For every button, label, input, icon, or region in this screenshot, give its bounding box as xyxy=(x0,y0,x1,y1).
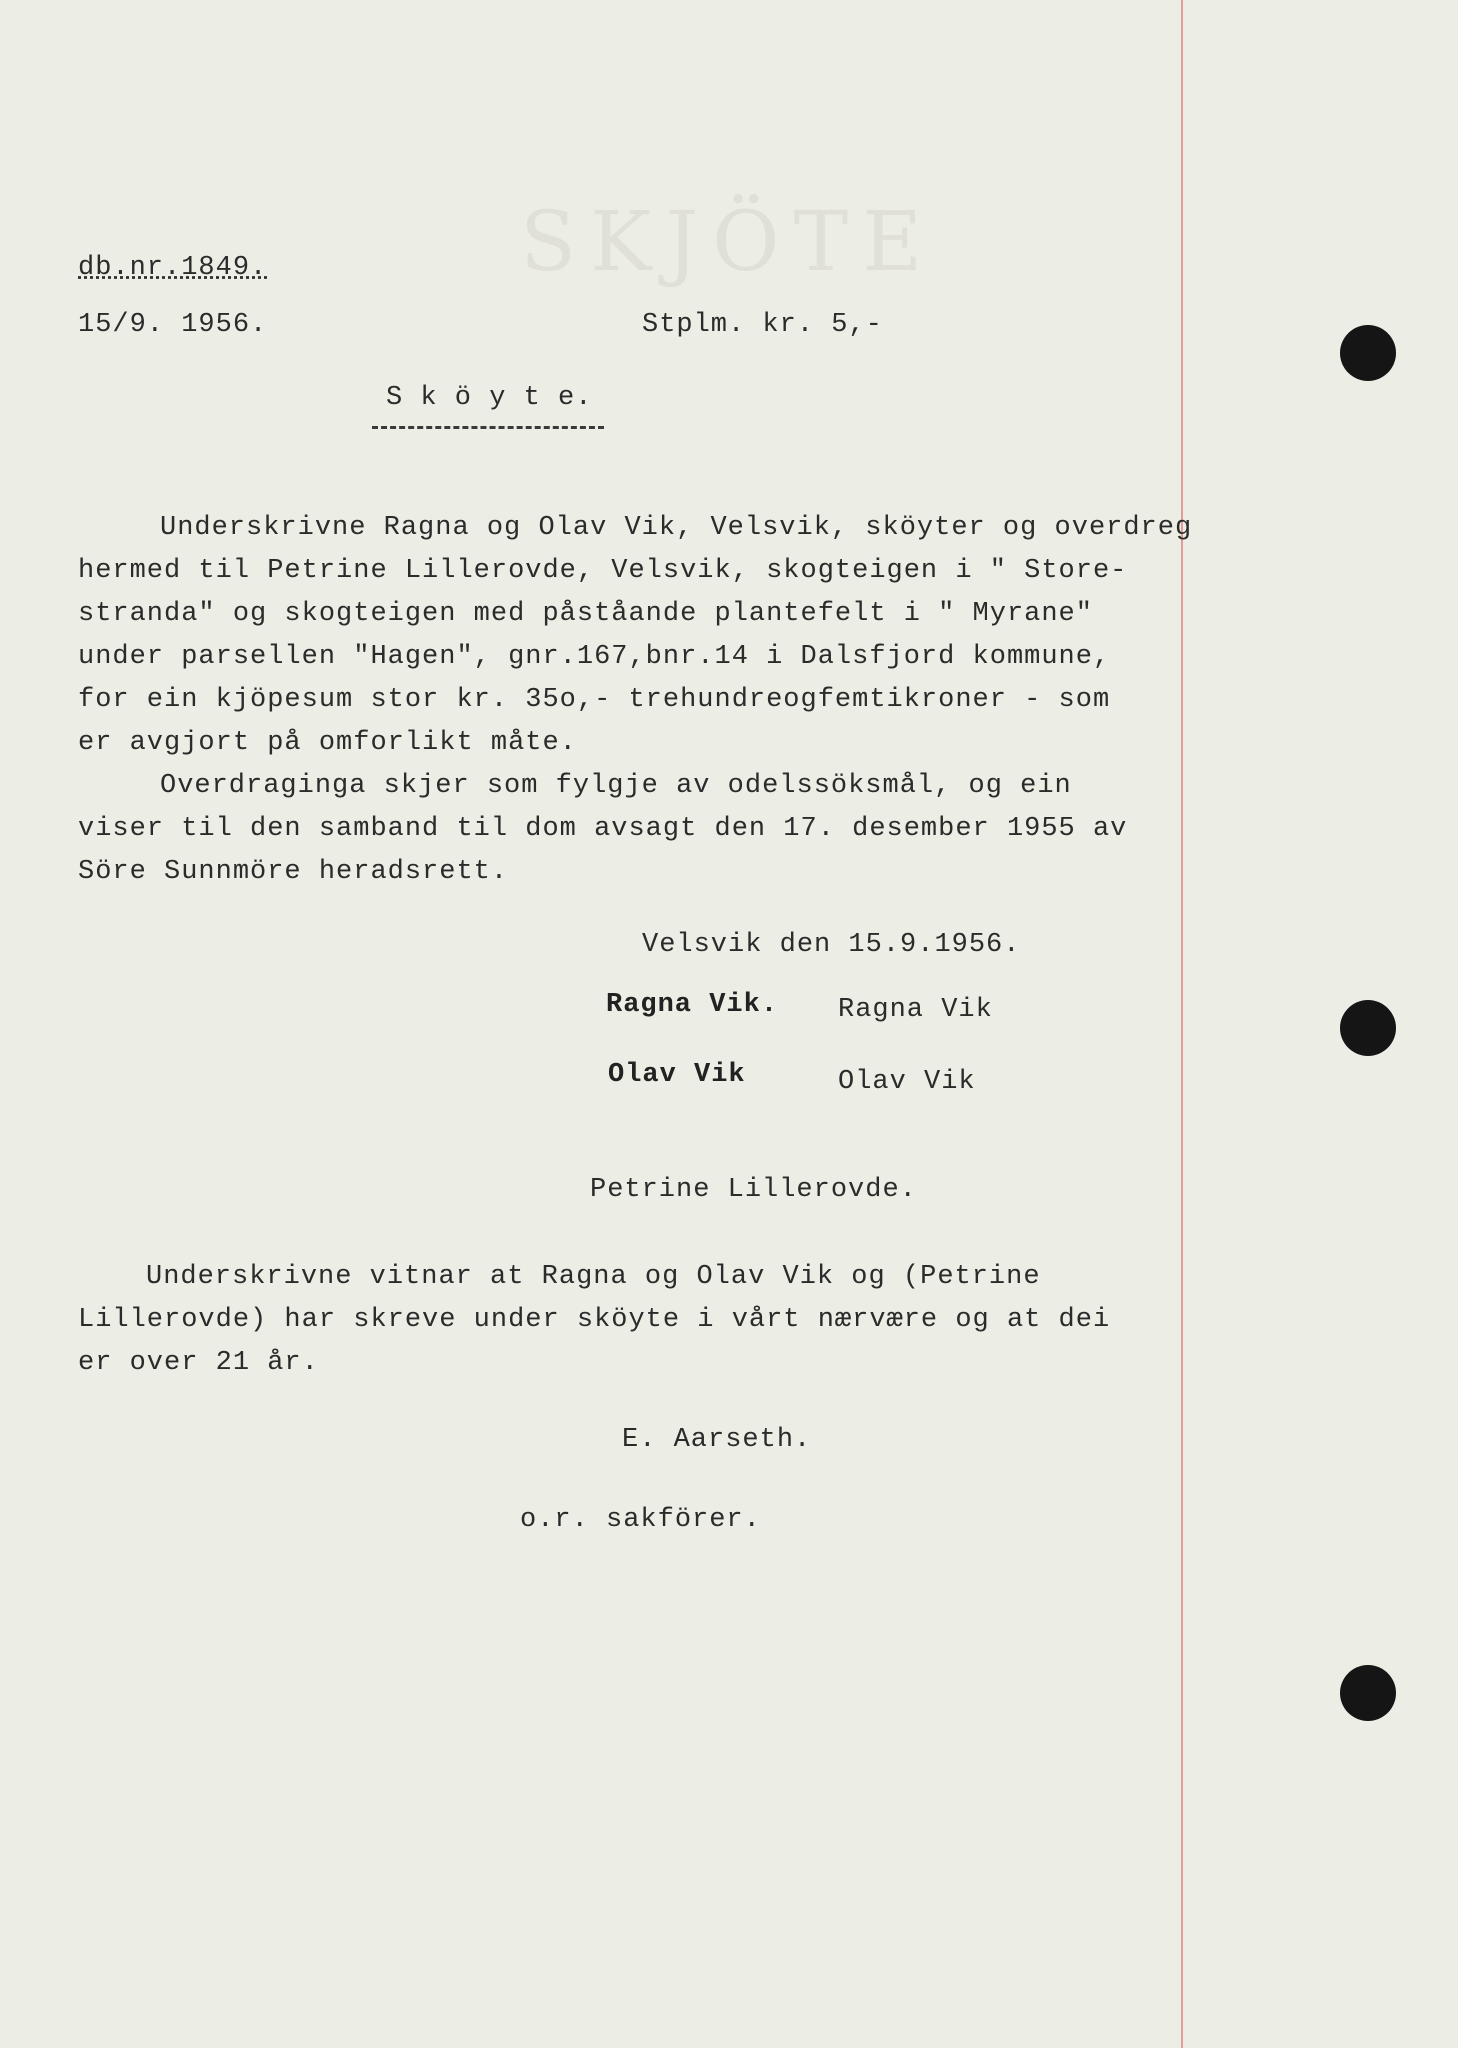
witness-line-3: er over 21 år. xyxy=(78,1348,319,1378)
witness-name: E. Aarseth. xyxy=(622,1425,812,1455)
para2-line-2: viser til den samband til dom avsagt den 17. desember 1955 av xyxy=(78,814,1128,844)
show-through-watermark: SKJÖTE xyxy=(520,195,937,290)
punch-hole-bottom xyxy=(1340,1665,1396,1721)
para1-line-1: Underskrivne Ragna og Olav Vik, Velsvik, sköyter og overdreg xyxy=(160,513,1193,543)
place-date: Velsvik den 15.9.1956. xyxy=(642,930,1021,960)
para1-line-2: hermed til Petrine Lillerovde, Velsvik, skogteigen i " Store- xyxy=(78,556,1128,586)
witness-line-1: Underskrivne vitnar at Ragna og Olav Vik og (Petrine xyxy=(146,1262,1041,1292)
doc-date: 15/9. 1956. xyxy=(78,310,268,340)
title-underline xyxy=(372,426,604,429)
signature-ragna: Ragna Vik. xyxy=(606,990,779,1020)
para1-line-4: under parsellen "Hagen", gnr.167,bnr.14 i Dalsfjord kommune, xyxy=(78,642,1111,672)
doc-number: db.nr.1849. xyxy=(78,253,268,283)
document-title: S k ö y t e. xyxy=(386,383,593,413)
stamp-fee: Stplm. kr. 5,- xyxy=(642,310,883,340)
para1-line-5: for ein kjöpesum stor kr. 35o,- trehundreogfemtikroner - som xyxy=(78,685,1111,715)
para1-line-6: er avgjort på omforlikt måte. xyxy=(78,728,577,758)
typed-name-ragna: Ragna Vik xyxy=(838,995,993,1025)
typed-name-olav: Olav Vik xyxy=(838,1067,976,1097)
para2-line-3: Söre Sunnmöre heradsrett. xyxy=(78,857,509,887)
punch-hole-middle xyxy=(1340,1000,1396,1056)
witness-line-2: Lillerovde) har skreve under sköyte i vårt nærvære og at dei xyxy=(78,1305,1111,1335)
para1-line-3: stranda" og skogteigen med påståande plantefelt i " Myrane" xyxy=(78,599,1093,629)
signature-petrine: Petrine Lillerovde. xyxy=(590,1175,917,1205)
signature-olav: Olav Vik xyxy=(608,1060,746,1090)
para2-line-1: Overdraginga skjer som fylgje av odelssöksmål, og ein xyxy=(160,771,1072,801)
punch-hole-top xyxy=(1340,325,1396,381)
margin-line xyxy=(1181,0,1183,2048)
witness-title: o.r. sakförer. xyxy=(520,1505,761,1535)
